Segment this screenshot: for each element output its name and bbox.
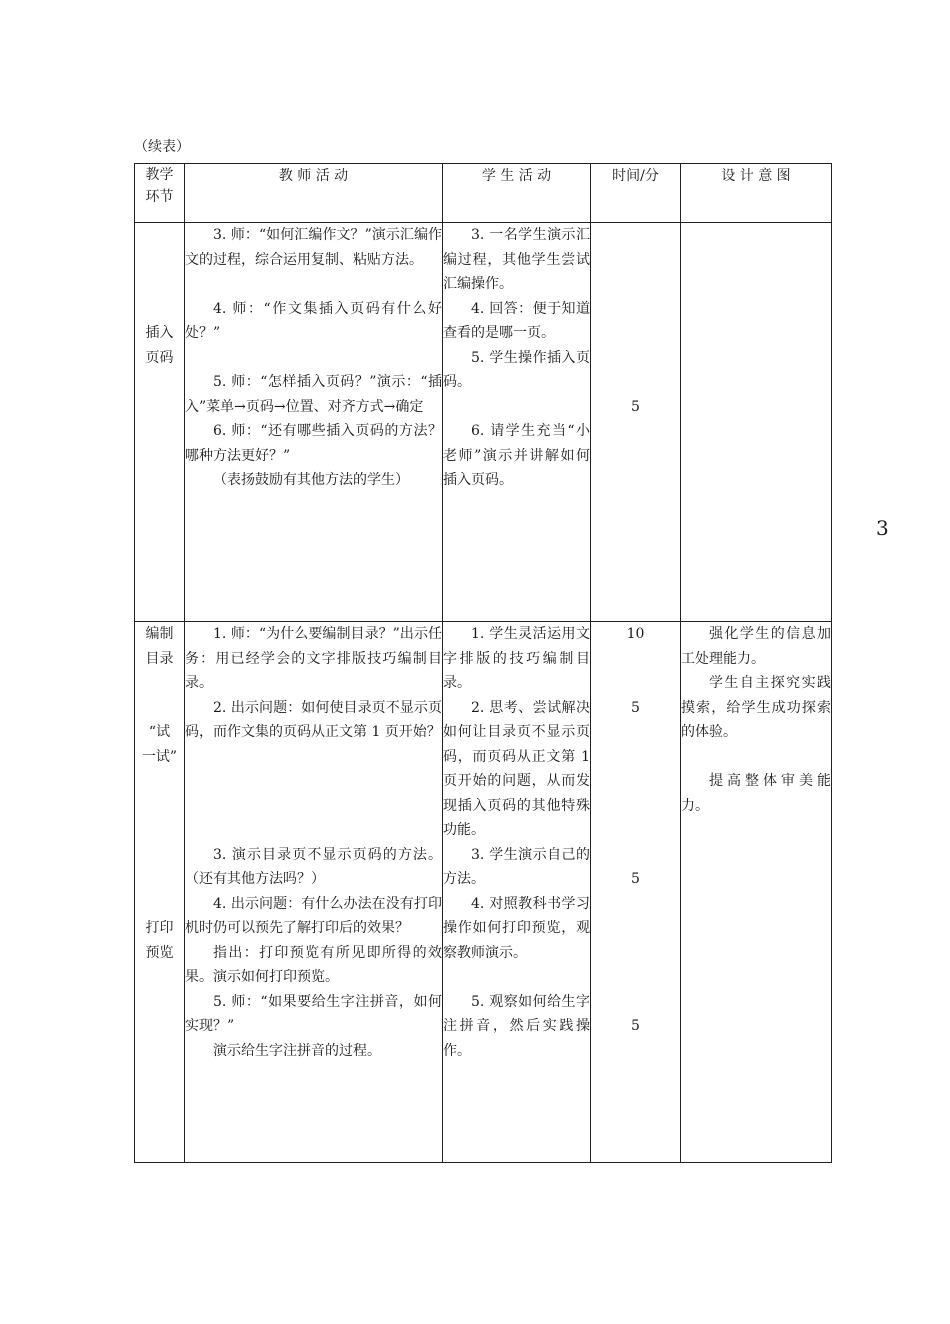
section-cell: 编制 目录 “试 一试” 打印 预览 xyxy=(135,622,185,1163)
student-step-1: 1. 学生灵活运用文字排版的技巧编制目录。 xyxy=(443,626,590,691)
design-intent-cell xyxy=(681,622,832,1163)
student-step-3: 3. 学生演示自己的方法。 xyxy=(443,846,590,887)
teacher-activity-cell xyxy=(185,223,443,622)
student-activity-cell xyxy=(443,223,591,622)
student-step-5: 5. 学生操作插入页码。 xyxy=(443,349,590,390)
section-cell: 插入 页码 xyxy=(135,223,185,622)
teacher-step-2: 2. 出示问题：如何使目录页不显示页码，而作文集的页码从正文第 1 页开始？ xyxy=(185,699,442,740)
header-section: 教学 环节 xyxy=(135,164,185,223)
header-student-activity: 学 生 活 动 xyxy=(443,164,591,223)
time-value: 5 xyxy=(631,1018,640,1034)
teacher-step-1: 1. 师：“为什么要编制目录？”出示任务：用已经学会的文字排版技巧编制目录。 xyxy=(185,626,442,691)
header-time: 时间/分 xyxy=(591,164,681,223)
time-value: 5 xyxy=(631,398,640,415)
table-row xyxy=(135,622,832,1163)
table-caption: （续表） xyxy=(134,139,190,155)
header-design-intent: 设 计 意 图 xyxy=(681,164,832,223)
teacher-demo: 演示给生字注拼音的过程。 xyxy=(213,1042,381,1059)
student-step-2: 2. 思考、尝试解决如何让目录页不显示页码，而页码从正文第 1 页开始的问题，从而发现插入页码的其他特殊功能。 xyxy=(443,699,590,838)
teacher-step-3: 3. 师：“如何汇编作文？”演示汇编作文的过程，综合运用复制、粘贴方法。 xyxy=(185,227,442,268)
table-row xyxy=(135,223,832,622)
design-intent-2: 学生自主探究实践摸索，给学生成功探索的体验。 xyxy=(681,675,831,740)
student-step-5: 5. 观察如何给生字注拼音，然后实践操作。 xyxy=(443,993,590,1059)
teacher-step-4: 4. 出示问题：有什么办法在没有打印机时仍可以预先了解打印后的效果？ xyxy=(185,895,442,936)
time-value: 5 xyxy=(631,699,640,716)
teacher-note: 指出：打印预览有所见即所得的效果。演示如何打印预览。 xyxy=(185,944,442,985)
lesson-plan-table xyxy=(134,163,832,1163)
teacher-activity-cell xyxy=(185,622,443,1163)
student-step-3: 3. 一名学生演示汇编过程，其他学生尝试汇编操作。 xyxy=(443,227,590,292)
teacher-step-6: 6. 师：“还有哪些插入页码的方法？哪种方法更好？” xyxy=(185,423,442,464)
teacher-step-3: 3. 演示目录页不显示页码的方法。（还有其他方法吗？） xyxy=(185,846,442,887)
time-cell xyxy=(591,622,681,1163)
teacher-step-4: 4. 师：“作文集插入页码有什么好处？” xyxy=(185,300,442,341)
header-teacher-activity: 教 师 活 动 xyxy=(185,164,443,223)
teacher-step-5: 5. 师：“如果要给生字注拼音，如何实现？” xyxy=(185,993,442,1034)
student-step-4: 4. 回答：便于知道查看的是哪一页。 xyxy=(443,300,590,341)
student-activity-cell xyxy=(443,622,591,1163)
student-step-4: 4. 对照教科书学习操作如何打印预览，观察教师演示。 xyxy=(443,895,590,961)
teacher-step-5: 5. 师：“怎样插入页码？”演示：“插入”菜单→页码→位置、对齐方式→确定 xyxy=(185,374,442,415)
page-number: 3 xyxy=(876,516,889,540)
design-intent-1: 强化学生的信息加工处理能力。 xyxy=(681,626,831,667)
design-intent-cell xyxy=(681,223,832,622)
time-value: 10 xyxy=(626,626,645,642)
design-intent-3: 提高整体审美能力。 xyxy=(681,773,831,814)
student-step-6: 6. 请学生充当“小老师”演示并讲解如何插入页码。 xyxy=(443,423,590,488)
teacher-note: （表扬鼓励有其他方法的学生） xyxy=(213,472,409,488)
table-header-row xyxy=(135,164,832,223)
time-cell xyxy=(591,223,681,622)
time-value: 5 xyxy=(631,871,640,887)
